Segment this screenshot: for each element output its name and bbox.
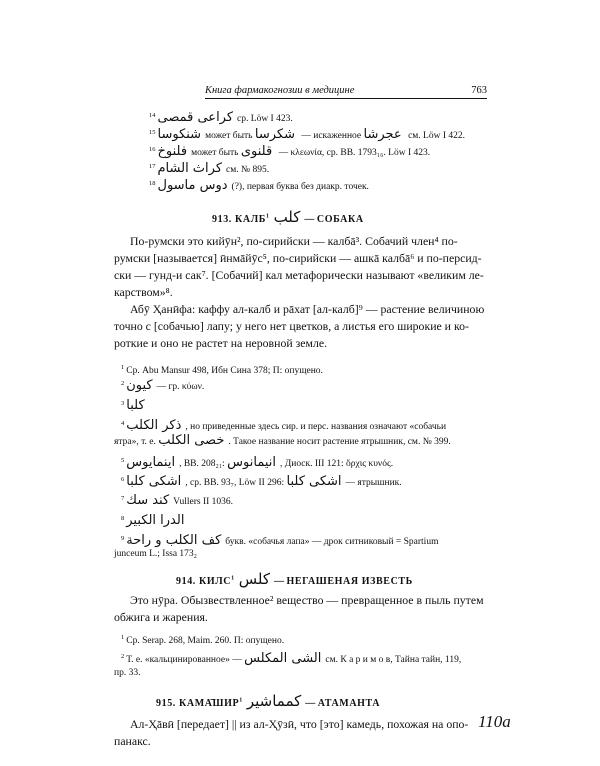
entry-913-footnote-9-cont: junceum L.; Issa 173₂ — [114, 549, 197, 559]
entry-913-footnote-3: $^3$ كلبا — [121, 398, 145, 414]
entry-914-footnote-2-cont: пр. 33. — [114, 668, 141, 678]
entry-913-footnote-5: $^5$ اينمايوس , BB. 208₂₁: انيمانوس , Диоск. III 121: ὄρχις κυνός. — [121, 455, 394, 471]
entry-915-line-1: Ал-Ҳāвӣ [передает] || из ал-Ҳӯзӣ, что [это] камедь, похожая на опо- — [130, 717, 469, 731]
entry-913-line-4: карством»⁸. — [114, 285, 173, 299]
entry-913-footnote-6: $^6$ اشكى كلبا , ср. BB. 93₇, Löw II 296: اشكى كلبا — ятрышник. — [121, 474, 402, 490]
entry-913-footnote-2: $^2$ كيون — гр. κύων. — [121, 378, 205, 394]
entry-913-footnote-1: $^1$ Ср. Abu Mansur 498, Ибн Сина 378; П: опущено. — [121, 364, 323, 377]
entry-913-line-7: роткие и оно не растет на неровной земле. — [114, 336, 328, 350]
footnote-18: $^{18}$ دوس ماسول (?), первая буква без диакр. точек. — [149, 178, 369, 194]
entry-913-line-3: ски — гунд-и сак⁷. [Собачий] кал метафорически называют «великим ле- — [114, 268, 484, 282]
entry-914-line-2: обжига и жарения. — [114, 610, 208, 624]
entry-913-footnote-8: $^8$ الدرا الكبير — [121, 513, 185, 529]
entry-914-line-1: Это нӯра. Обызвествленное² вещество — превращенное в пыль путем — [130, 593, 484, 607]
entry-913-line-1: По-румски это кийӯн², по-сирийски — калбā³. Собачий член⁴ по- — [130, 234, 458, 248]
entry-914-footnote-1: $^1$ Ср. Serap. 268, Maim. 260. П: опущено. — [121, 634, 285, 647]
page-number: 763 — [471, 85, 487, 96]
entry-913-footnote-7: $^7$ كند سك Vullers II 1036. — [121, 493, 234, 509]
entry-913-footnote-4: $^4$ ذكر الكلب , но приведенные здесь сир. и перс. названия означают «собачьи — [121, 418, 447, 434]
footnote-16: $^{16}$ فلنوخ может быть قلنوى — κλεωνία, ср. BB. 1793₁₆. Löw I 423. — [149, 144, 431, 160]
footnote-14: $^{14}$ كراعى قمصى ср. Löw I 423. — [149, 110, 293, 126]
running-title: Книга фармакогнозии в медицине — [205, 85, 355, 96]
margin-folio-note: 110a — [478, 712, 511, 731]
entry-913-line-6: точно с [собачью] лапу; у него нет цветков, а листья его широкие и ко- — [114, 319, 469, 333]
entry-914-heading: 914. КИЛС$^1$ كلس — НЕГАШЕНАЯ ИЗВЕСТЬ — [176, 570, 413, 588]
entry-913-footnote-4-cont: ятра», т. е. خصى الكلب . Такое название носит растение ятрышник, см. № 399. — [114, 433, 451, 448]
entry-913-footnote-9: $^9$ كف الكلب و راحة букв. «собачья лапа» — дрок ситниковый = Spartium — [121, 533, 439, 549]
entry-915-line-2: панакс. — [114, 734, 151, 748]
running-header — [205, 82, 487, 99]
entry-914-footnote-2: $^2$ Т. е. «кальцинированное» — الشى المكلس см. К а р и м о в, Тайна тайн, 119, — [121, 651, 462, 667]
entry-913-line-5: Абӯ Ҳанӣфа: каффу ал-калб и рāхат [ал-калб]⁹ — растение величиною — [130, 302, 485, 316]
footnote-17: $^{17}$ كراث الشام см. № 895. — [149, 161, 270, 177]
footnote-15: $^{15}$ شنكوسا может быть شكرسا — искаженное عجرشا см. Löw I 422. — [149, 127, 466, 143]
entry-913-heading: 913. КАЛБ$^1$ كلب — СОБАКА — [212, 208, 364, 226]
entry-913-line-2: румски [называется] ӣнмāйӯс⁵, по-сирийски — ашкā калбā⁶ и по-персид- — [114, 251, 482, 265]
entry-915-heading: 915. КАМА̄ШИР$^1$ كمماشير — АТАМАНТА — [156, 692, 381, 710]
